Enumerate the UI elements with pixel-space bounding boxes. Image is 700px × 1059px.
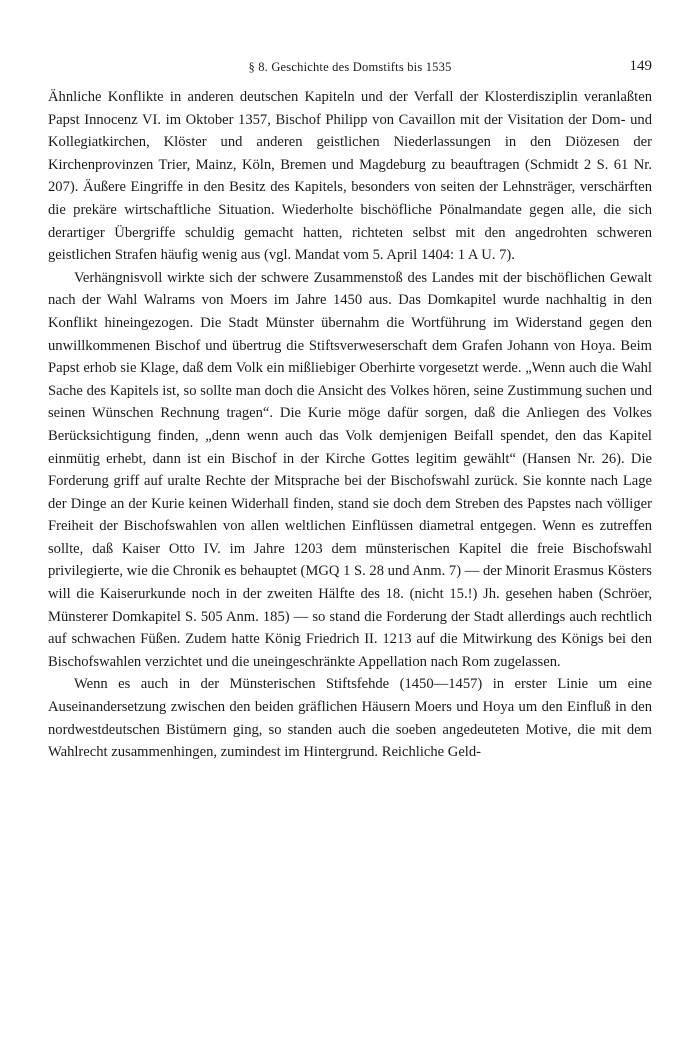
paragraph-3: Wenn es auch in der Münsterischen Stiftsfehde (1450—1457) in erster Linie um eine Auseinandersetzung zwischen den beiden gräflichen Häusern Moers und Hoya um den Einfluß in den nordwestdeutschen Bistümern ging, so standen auch die soeben angedeuteten Motive, die mit dem Wahlrecht zusammenhingen, zumindest im Hintergrund. Reichliche Geld- <box>48 676 652 761</box>
page-number: 149 <box>629 58 652 74</box>
running-head <box>48 58 652 80</box>
running-title: § 8. Geschichte des Domstifts bis 1535 <box>248 60 452 74</box>
body-text <box>48 86 652 764</box>
paragraph-2: Verhängnisvoll wirkte sich der schwere Zusammenstoß des Landes mit der bischöflichen Gewalt nach der Wahl Walrams von Moers im Jahre 1450 aus. Das Domkapitel wurde nachhaltig in den Konflikt hineingezogen. Die Stadt Münster übernahm die Wortführung im Widerstand gegen den unwillkommenen Bischof und übertrug die Stiftsverweserschaft dem Grafen Johann von Hoya. Beim Papst erhob sie Klage, daß dem Volk ein mißliebiger Oberhirte vorgesetzt werde. „Wenn auch die Wahl Sache des Kapitels ist, so sollte man doch die Ansicht des Volkes hören, seine Zustimmung suchen und seinen Wünschen Rechnung tragen“. Die Kurie möge dafür sorgen, daß die Anliegen des Volkes Berücksichtigung finden, „denn wenn auch das Volk demjenigen Beifall spendet, den das Kapitel einmütig erhebt, dann ist ein Bischof in der Kirche Gottes legitim gewählt“ (Hansen Nr. 26). Die Forderung griff auf uralte Rechte der Mitsprache bei der Bischofswahl zurück. Sie konnte nach Lage der Dinge an der Kurie keinen Widerhall finden, stand sie doch dem Streben des Papstes nach völliger Freiheit der Bischofswahlen von allen weltlichen Einflüssen diametral entgegen. Wenn es zutreffen sollte, daß Kaiser Otto IV. im Jahre 1203 dem münsterischen Kapitel die freie Bischofswahl privilegierte, wie die Chronik es behauptet (MGQ 1 S. 28 und Anm. 7) — der Minorit Erasmus Kösters will die Kaiserurkunde noch in der zweiten Hälfte des 18. (nicht 15.!) Jh. gesehen haben (Schröer, Münsterer Domkapitel S. 505 Anm. 185) — so stand die Forderung der Stadt allerdings auch rechtlich auf schwachen Füßen. Zudem hatte König Friedrich II. 1213 auf die Mitwirkung des Königs bei den Bischofswahlen verzichtet und die uneingeschränkte Appellation nach Rom zugelassen. <box>48 269 652 670</box>
paragraph-1: Ähnliche Konflikte in anderen deutschen Kapiteln und der Verfall der Klosterdisziplin veranlaßten Papst Innocenz VI. im Oktober 1357, Bischof Philipp von Cavaillon mit der Visitation der Dom- und Kollegiatkirchen, Klöster und anderen geistlichen Niederlassungen in den Diözesen der Kirchenprovinzen Trier, Mainz, Köln, Bremen und Magdeburg zu beauftragen (Schmidt 2 S. 61 Nr. 207). Äußere Eingriffe in den Besitz des Kapitels, besonders von seiten der Lehnsträger, verschärften die prekäre wirtschaftliche Situation. Wiederholte bischöfliche Pönalmandate gegen alle, die sich derartiger Übergriffe schuldig gemacht hatten, richteten selbst mit den angedrohten schweren geistlichen Strafen häufig wenig aus (vgl. Mandat vom 5. April 1404: 1 A U. 7). <box>48 89 652 264</box>
